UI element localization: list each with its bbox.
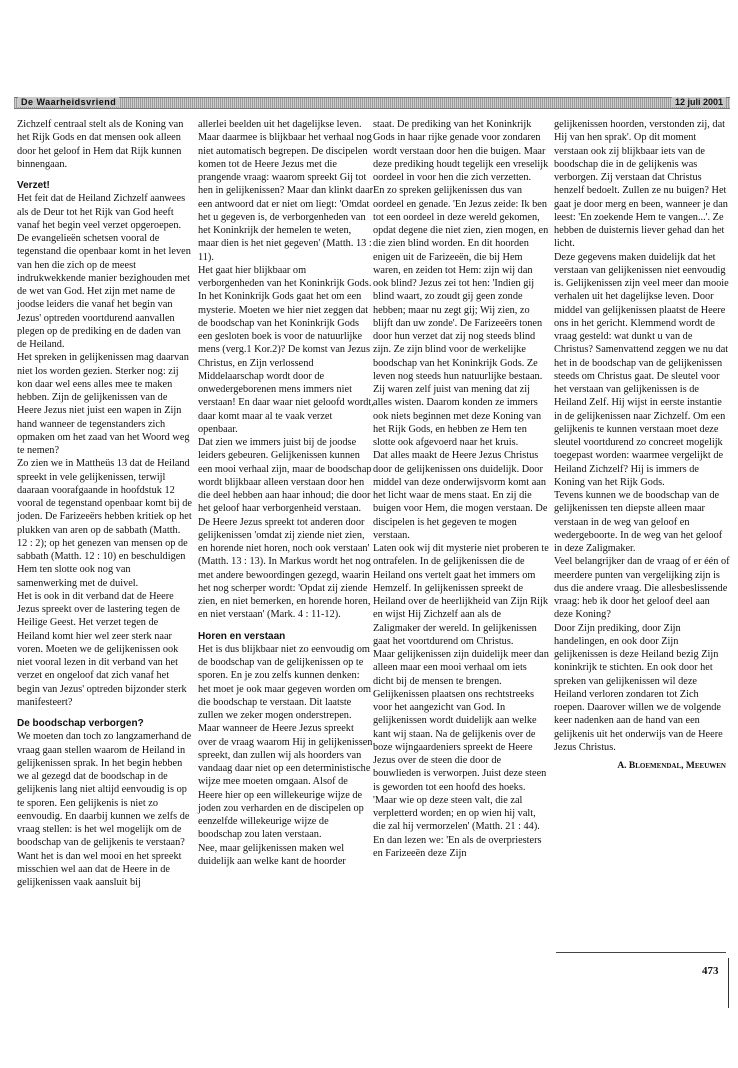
footer-rule: [556, 952, 726, 953]
corner-line: [728, 958, 729, 1008]
paragraph: staat. De prediking van het Koninkrijk Gods in haar rijke genade voor zondaren wordt verstaan door hen die buigen. Maar deze prediking houdt tegelijk een vreselijk oordeel in voor hen die zich verzetten.: [373, 119, 549, 183]
paragraph: Dat alles maakt de Heere Jezus Christus door de gelijkenissen ons duidelijk. Door middel van deze onderwijsvorm komt aan het licht waar de mens staat. En zij die buigen voor Hem, die mogen verstaan. De discipelen is het gegeven te mogen verstaan.: [373, 450, 548, 541]
text-column-2: [198, 118, 374, 868]
text-column-3: [373, 118, 549, 860]
section-heading: De boodschap verborgen?: [17, 718, 144, 729]
paragraph: Door Zijn prediking, door Zijn handelingen, en ook door Zijn gelijkenissen is deze Heiland bezig Zijn koninkrijk te stichten. En ook door het spreken van gelijkenissen wil deze Heiland verloren zondaren tot Zich roepen. Daarover willen we de volgende keer nadenken aan de hand van een gelijkenis uit het onderwijs van de Heere Jezus Christus.: [554, 622, 723, 753]
paragraph: Het spreken in gelijkenissen mag daarvan niet los worden gezien. Sterker nog: zij kon daar wel eens alles mee te maken hebben. Zijn de gelijkenissen van de Heere Jezus niet juist een wapen in Zijn hand wanneer de tegenstanders zich opmaken om het zaad van het Woord weg te nemen?: [17, 352, 190, 456]
paragraph: Het is ook in dit verband dat de Heere Jezus spreekt over de lastering tegen de Heilige Geest. Het verzet tegen de Heiland komt hier wel zeer sterk naar voren. Moeten we de gelijkenissen ook niet vooral lezen in dit verband van het verzet en ongeloof dat zich vanaf het begin van Jezus' optreden bijzonder sterk manifesteert?: [17, 590, 187, 708]
text-column-1: [17, 118, 193, 889]
paragraph: We moeten dan toch zo langzamerhand de vraag gaan stellen waarom de Heiland in gelijkenissen sprak. In het begin hebben we al gezegd dat de boodschap in de gelijkenis lang niet altijd eenvoudig is op te sporen. Een gelijkenis is niet zo eenvoudig. En daarbij kunnen we zelfs de vraag stellen: is het wel mogelijk om de boodschap van de gelijkenis te verstaan? Want het is dan wel mooi en het spreekt misschien wel aan dat de Heere in de gelijkenissen vaak aansluit bij: [17, 731, 192, 888]
section-heading: Verzet!: [17, 180, 50, 191]
page-header: [14, 97, 730, 109]
paragraph: Tevens kunnen we de boodschap van de gelijkenissen ten diepste alleen maar verstaan in de weg van geloof en wedergeboorte. In de weg van het geloof in deze Zaligmaker.: [554, 490, 723, 554]
paragraph: Dat zien we immers juist bij de joodse leiders gebeuren. Gelijkenissen kunnen een mooi verhaal zijn, maar de boodschap wordt blijkbaar alleen verstaan door hen die deel hebben aan haar inhoud; die door het geloof haar verborgenheid verstaan.: [198, 437, 372, 515]
paragraph: Zichzelf centraal stelt als de Koning van het Rijk Gods en dat mensen ook alleen door het geloof in Hem dat Rijk kunnen binnengaan.: [17, 119, 184, 170]
paragraph: En zo spreken gelijkenissen dus van oordeel en genade. 'En Jezus zeide: Ik ben tot een oordeel in deze wereld gekomen, opdat degene die niet zien, zien mogen, en die zien blind worden. En dit hoorden enigen uit de Farizeeën, die bij Hem waren, en zeiden tot Hem: zijn wij dan ook blind? Jezus zei tot hen: 'Indien gij blind waart, zo zoudt gij geen zonde hebben; maar nu zegt gij; Wij zien, zo blijft dan uw zonde'. De Farizeeërs tonen door hun verzet dat zij nog steeds blind zijn. Ze zijn blind voor de werkelijke boodschap van het Koninkrijk Gods. Ze leven nog steeds hun natuurlijke bestaan. Zij waren zelf juist van mening dat zij alles wisten. Daarom konden ze immers ook niets beginnen met deze Koning van het Rijk Gods, en hebben ze Hem ten slotte ook afgevoerd naar het kruis.: [373, 185, 549, 448]
paragraph: Laten ook wij dit mysterie niet proberen te ontrafelen. In de gelijkenissen die de Heiland ons vertelt gaat het immers om Hemzelf. In gelijkenissen spreekt de Heiland over de heerlijkheid van Zijn Rijk en wijst Hij Zichzelf aan als de Zaligmaker der wereld. In gelijkenissen gaat het voortdurend om Christus.: [373, 543, 549, 647]
text-column-4: [554, 118, 730, 773]
paragraph: Zo zien we in Mattheüs 13 dat de Heiland spreekt in vele gelijkenissen, terwijl daaraan voorafgaande in hoofdstuk 12 vooral de tegenstand openbaar komt bij de joden. De Farizeeërs hebben kritiek op het plukken van aren op de sabbath (Matth. 12 : 2); op het genezen van mensen op de sabbath (Matth. 12 : 10) en beschuldigen Hem ten slotte ook nog van samenwerking met de duivel.: [17, 458, 192, 589]
page-number: 473: [702, 965, 719, 977]
paragraph: Het gaat hier blijkbaar om verborgenheden van het Koninkrijk Gods. In het Koninkrijk Gods gaat het om een mysterie. Moeten we hier niet zeggen dat de boodschap van het Koninkrijk Gods een gesloten boek is voor de natuurlijke mens (verg.1 Kor.2)? De komst van Jezus Christus, en Zijn verlossend Middelaarschap wordt door de onwedergeborenen mens immers niet verstaan! En daar waar niet geloofd wordt, daar komt maar al te vaak verzet openbaar.: [198, 264, 374, 435]
paragraph: Deze gegevens maken duidelijk dat het verstaan van gelijkenissen niet eenvoudig is. Gelijkenissen zijn veel meer dan mooie verhalen uit het dagelijkse leven. Door middel van gelijkenissen plaatst de Heere ons in het gericht. Klemmend wordt de vraag gesteld: wat dunkt u van de Christus? Samenvattend zeggen we nu dat het in de boodschap van de gelijkenissen steeds om Christus gaat. De sleutel voor het verstaan van gelijkenissen is de Heiland Zelf. Hij wijst in eerste instantie in de gelijkenissen naar Zichzelf. Om een gelijkenis te kunnen verstaan moet deze sleutel voortdurend zo concreet mogelijk toegepast worden: waarmee vergelijkt de Heiland Zichzelf? Hij is immers de Koning van het Rijk Gods.: [554, 251, 729, 488]
paragraph: Maar gelijkenissen zijn duidelijk meer dan alleen maar een mooi verhaal om iets dicht bij de mensen te brengen. Gelijkenissen plaatsen ons rechtstreeks voor het aangezicht van God. In gelijkenissen wordt duidelijk aan welke kant wij staan. Na de gelijkenis over de boze wijngaardeniers spreekt de Heere Jezus over de steen die door de bouwlieden is verworpen. Juist deze steen is geworden tot een hoofd des hoeks.: [373, 649, 549, 793]
paragraph: gelijkenissen hoorden, verstonden zij, dat Hij van hen sprak'. Op dit moment verstaan ook zij blijkbaar iets van de boodschap die in de gelijkenis was verborgen. Zij verstaan dat Christus henzelf bedoelt. Zullen ze nu buigen? Het gaat je door merg en been, wanneer je dan leest: 'En zoekende Hem te vangen...'. Ze hebben de duisternis liever gehad dan het licht.: [554, 119, 728, 250]
section-heading: Horen en verstaan: [198, 630, 286, 642]
issue-date: 12 juli 2001: [672, 97, 726, 107]
magazine-title: De Waarheidsvriend: [18, 97, 119, 107]
author-signature: A. Bloemendal, Meeuwen: [617, 761, 726, 771]
paragraph: Veel belangrijker dan de vraag of er één of meerdere punten van vergelijking zijn is dus die andere vraag. Die allesbeslissende vraag: heb ik door het geloof deel aan deze Koning?: [554, 556, 730, 621]
paragraph: Het feit dat de Heiland Zichzelf aanwees als de Deur tot het Rijk van God heeft vanaf het begin veel verzet opgeroepen. De evangelieën schetsen vooral de tegenstand die openbaar komt in het leven van hen die zich op de meest indrukwekkende manier bezighouden met de wet van God. Het zijn met name de joodse leiders die vanaf het begin van Jezus' optreden voortdurend aanvallen plegen op de prediking en de daden van de Heiland.: [17, 193, 191, 350]
paragraph: Nee, maar gelijkenissen maken wel duidelijk aan welke kant de hoorder: [198, 842, 346, 867]
paragraph: allerlei beelden uit het dagelijkse leven. Maar daarmee is blijkbaar het verhaal nog niet automatisch begrepen. De discipelen komen tot de Heere Jezus met die prangende vraag: waarom spreekt Gij tot hen in gelijkenissen? Maar dan klinkt daar een antwoord dat er niet om liegt: 'Omdat het u gegeven is, de verborgenheden van het Koninkrijk der hemelen te weten, maar dien is het niet gegeven' (Matth. 13 : 11).: [198, 119, 373, 263]
paragraph: Het is dus blijkbaar niet zo eenvoudig om de boodschap van de gelijkenissen op te sporen. En je zou zelfs kunnen denken: het moet je ook maar gegeven worden om die boodschap te verstaan. Dit laatste zullen we zeker mogen onderstrepen. Maar wanneer de Heere Jezus spreekt over de vraag waarom Hij in gelijkenissen spreekt, dan zullen wij als hoorders van vandaag daar niet op een deterministische wijze mee moeten omgaan. Alsof de Heere hier op een willekeurige wijze de joden zou verharden en de discipelen op eenzelfde willekeurige wijze de boodschap zou laten verstaan.: [198, 643, 373, 841]
paragraph: 'Maar wie op deze steen valt, die zal verpletterd worden; en op wien hij valt, die zal hij vermorzelen' (Matth. 21 : 44). En dan lezen we: 'En als de overpriesters en Farizeeën deze Zijn: [373, 794, 542, 859]
paragraph: De Heere Jezus spreekt tot anderen door gelijkenissen 'omdat zij ziende niet zien, en horende niet horen, noch ook verstaan' (Matth. 13 : 13). In Markus wordt het nog met andere bewoordingen gezegd, waarin het nog scherper wordt: 'Opdat zij ziende zien, en niet bemerken, en horende horen, en niet verstaan' (Mark. 4 : 11-12).: [198, 516, 371, 621]
